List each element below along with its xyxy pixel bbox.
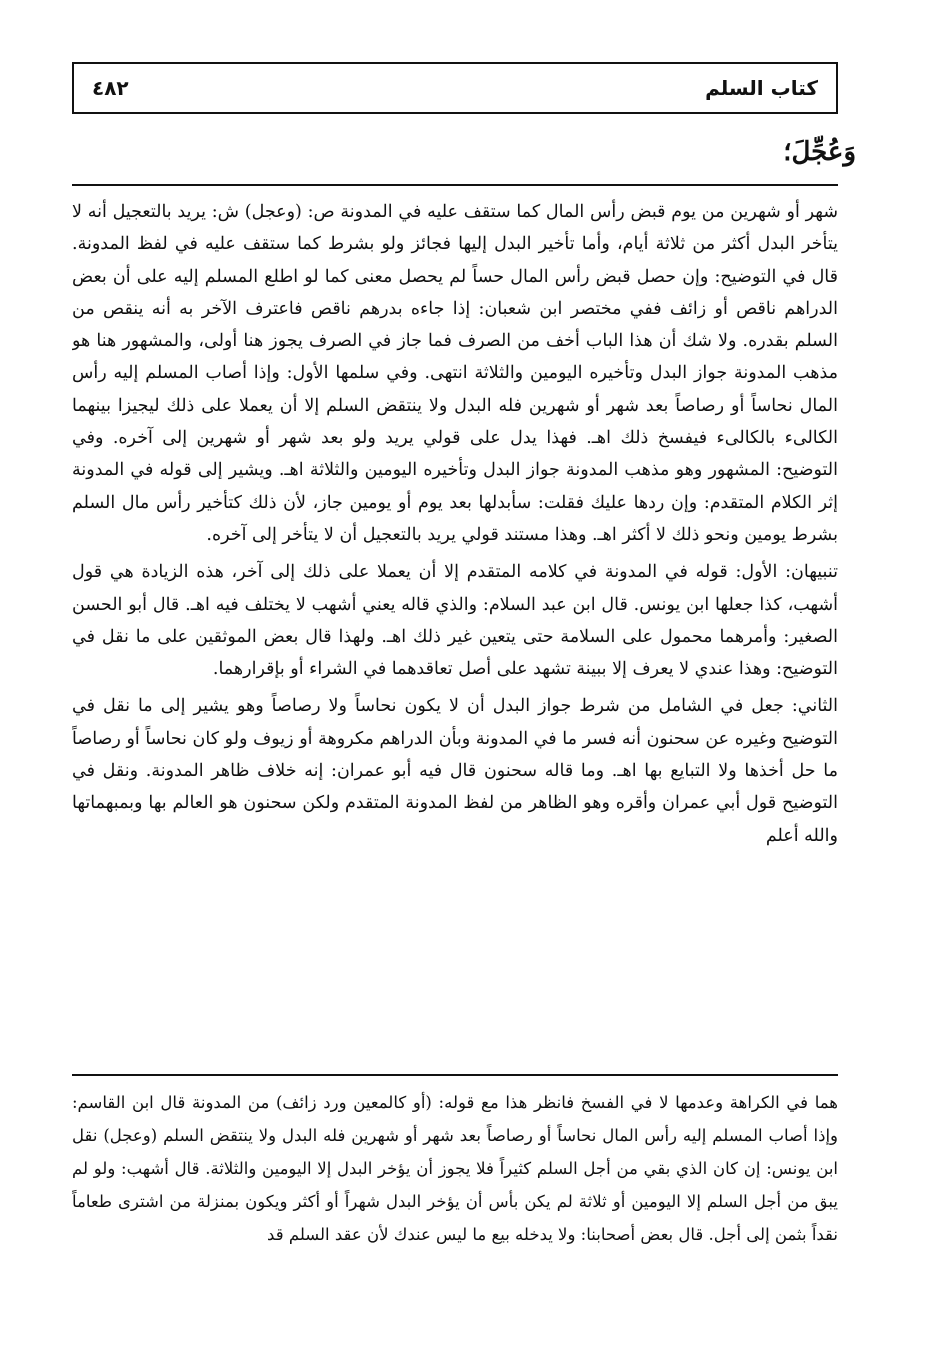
page-number: ٤٨٢ xyxy=(92,76,129,100)
chapter-title: كتاب السلم xyxy=(705,76,818,100)
matn-text: وَعُجِّلَ؛ xyxy=(783,137,856,167)
commentary-paragraph: شهر أو شهرين من يوم قبض رأس المال كما ستقف عليه في المدونة ص: (وعجل) ش: يريد بالتعجيل أنه لا يتأخر البدل أكثر من ثلاثة أيام، وأما تأخير البدل إليها فجائز ولو بشرط كما ستقف عليه في لفظ المدونة. قال في التوضيح: وإن حصل قبض رأس المال حساً لم يحصل معنى كما لو اطلع المسلم إليه على أن بعض الدراهم ناقص أو زائف ففي مختصر ابن شعبان: إذا جاءه بدرهم ناقص فاعترف الآخر به أنه ينقص من السلم بقدره. ولا شك أن هذا الباب أخف من الصرف فما جاز في الصرف يجوز هنا أولى، والمشهور هنا هو مذهب المدونة جواز البدل وتأخيره اليومين والثلاثة انتهى. وفي سلمها الأول: وإذا أصاب المسلم إليه رأس المال نحاساً أو رصاصاً بعد شهر أو شهرين فله البدل ولا ينتقض السلم إلا أن يعملا على ذلك ليجيزا بينهما الكالىء بالكالىء فيفسخ ذلك اهـ. فهذا يدل على قولي يريد ولو بعد شهر أو شهرين إلى آخره. وفي التوضيح: المشهور وهو مذهب المدونة جواز البدل وتأخيره اليومين والثلاثة اهـ. ويشير إلى قوله في المدونة إثر الكلام المتقدم: وإن ردها عليك فقلت: سأبدلها بعد يوم أو يومين جاز، لأن ذلك كتأخير رأس مال السلم بشرط يومين ونحو ذلك لا أكثر اهـ. وهذا مستند قولي يريد بالتعجيل أن لا يتأخر إلى آخره. xyxy=(72,202,838,545)
commentary-body xyxy=(72,196,838,1066)
matn-divider xyxy=(72,184,838,186)
footnote-paragraph: هما في الكراهة وعدمها لا في الفسخ فانظر هذا مع قوله: (أو كالمعين ورد زائف) من المدونة قال ابن القاسم: وإذا أصاب المسلم إليه رأس المال نحاساً أو رصاصاً بعد شهر أو شهرين فله البدل ولا ينتقض السلم (وعجل) نقل ابن يونس: إن كان الذي بقي من أجل السلم كثيراً فلا يجوز أن يؤخر البدل إلا اليومين والثلاثة. قال أشهب: ولو لم يبق من أجل السلم إلا اليومين أو ثلاثة لم يكن بأس أن يؤخر البدل شهراً أو أكثر ويكون بمنزلة من اشترى طعاماً نقداً بثمن إلى أجل. قال بعض أصحابنا: ولا يدخله بيع ما ليس عندك لأن عقد السلم قد xyxy=(72,1093,838,1244)
commentary-paragraph: الثاني: جعل في الشامل من شرط جواز البدل أن لا يكون نحاساً ولا رصاصاً وهو يشير إلى ما نقل في التوضيح وغيره عن سحنون أنه فسر ما في المدونة وبأن الدراهم مكروهة أو زيوف ولو كان نحاساً أو رصاصاً ما حل أخذها ولا التبايع بها اهـ. وما قاله سحنون قال فيه أبو عمران: إنه خلاف ظاهر المدونة. ونقل في التوضيح قول أبي عمران وأقره وهو الظاهر من لفظ المدونة المتقدم ولكن سحنون هو العالم بها وبمبهماتها والله أعلم xyxy=(72,696,838,846)
footnote-body xyxy=(72,1086,838,1326)
commentary-paragraph: تنبيهان: الأول: قوله في المدونة في كلامه المتقدم إلا أن يعملا على ذلك إلى آخر، هذه الزيادة هي قول أشهب، كذا جعلها ابن يونس. قال ابن عبد السلام: والذي قاله يعني أشهب لا يختلف فيه اهـ. قال أبو الحسن الصغير: وأمرهما محمول على السلامة حتى يتعين غير ذلك اهـ. ولهذا قال بعض الموثقين على ما نقل في التوضيح: وهذا عندي لا يعرف إلا ببينة تشهد على أصل تعاقدهما في الشراء أو بإقرارهما. xyxy=(72,562,838,680)
running-header xyxy=(72,62,838,114)
footnote-divider xyxy=(72,1074,838,1076)
